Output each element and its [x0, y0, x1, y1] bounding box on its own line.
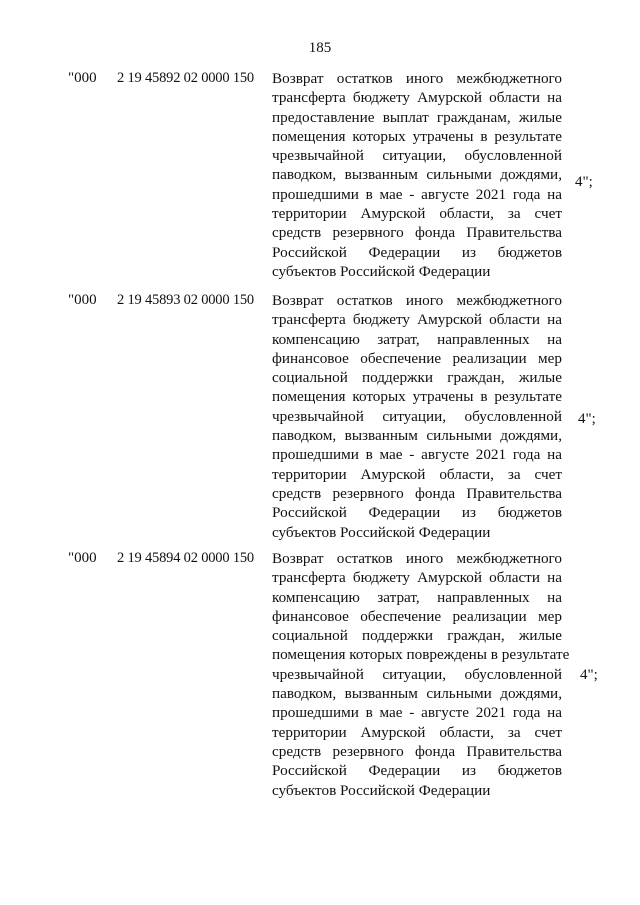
description-line: предоставление выплат гражданам, жилые: [272, 108, 562, 126]
description-line: социальной поддержки граждан, жилые: [272, 627, 562, 645]
entry-prefix: "000: [68, 292, 97, 308]
description-line: Возврат остатков иного межбюджетного: [272, 292, 562, 309]
entry-value: 4";: [578, 411, 596, 427]
entry-description: [272, 291, 562, 542]
description-line: субъектов Российской Федерации: [272, 262, 491, 280]
budget-classification-code: 2 19 45894 02 0000 150: [117, 550, 254, 566]
description-line: прошедшими в мае - августе 2021 года на: [272, 185, 562, 203]
description-line: территории Амурской области, за счет: [272, 465, 562, 483]
description-line: компенсацию затрат, направленных на: [272, 330, 562, 348]
entry-value: 4";: [580, 667, 598, 683]
description-line: помещения которых повреждены в результате: [272, 646, 570, 664]
description-line: компенсацию затрат, направленных на: [272, 588, 562, 606]
entry-description: [272, 549, 570, 800]
description-line: средств резервного фонда Правительства: [272, 742, 562, 760]
description-line: средств резервного фонда Правительства: [272, 484, 562, 502]
description-line: Российской Федерации из бюджетов: [272, 243, 562, 261]
description-line: Российской Федерации из бюджетов: [272, 762, 562, 780]
entry-prefix: "000: [68, 70, 97, 86]
page-number: 185: [308, 40, 332, 56]
description-line: трансферта бюджету Амурской области на: [272, 569, 562, 587]
description-line: финансовое обеспечение реализации мер: [272, 607, 562, 625]
description-line: территории Амурской области, за счет: [272, 723, 562, 741]
description-line: субъектов Российской Федерации: [272, 523, 491, 541]
entry-prefix: "000: [68, 550, 97, 566]
description-line: чрезвычайной ситуации, обусловленной: [272, 407, 562, 425]
description-line: чрезвычайной ситуации, обусловленной: [272, 665, 562, 683]
budget-classification-code: 2 19 45893 02 0000 150: [117, 292, 254, 308]
description-line: прошедшими в мае - августе 2021 года на: [272, 704, 562, 722]
budget-classification-code: 2 19 45892 02 0000 150: [117, 70, 254, 86]
description-line: трансферта бюджету Амурской области на: [272, 89, 562, 107]
description-line: помещения которых утрачены в результате: [272, 127, 562, 145]
entry-description: [272, 69, 562, 281]
description-line: финансовое обеспечение реализации мер: [272, 349, 562, 367]
description-line: паводком, вызванным сильными дождями,: [272, 166, 562, 184]
description-line: Возврат остатков иного межбюджетного: [272, 70, 562, 87]
description-line: паводком, вызванным сильными дождями,: [272, 427, 562, 445]
description-line: социальной поддержки граждан, жилые: [272, 369, 562, 387]
description-line: прошедшими в мае - августе 2021 года на: [272, 446, 562, 464]
description-line: территории Амурской области, за счет: [272, 205, 562, 223]
description-line: Возврат остатков иного межбюджетного: [272, 550, 562, 567]
description-line: субъектов Российской Федерации: [272, 781, 491, 799]
description-line: помещения которых утрачены в результате: [272, 388, 562, 406]
description-line: трансферта бюджету Амурской области на: [272, 311, 562, 329]
description-line: чрезвычайной ситуации, обусловленной: [272, 147, 562, 165]
description-line: паводком, вызванным сильными дождями,: [272, 685, 562, 703]
description-line: Российской Федерации из бюджетов: [272, 504, 562, 522]
description-line: средств резервного фонда Правительства: [272, 224, 562, 242]
entry-value: 4";: [575, 174, 593, 190]
